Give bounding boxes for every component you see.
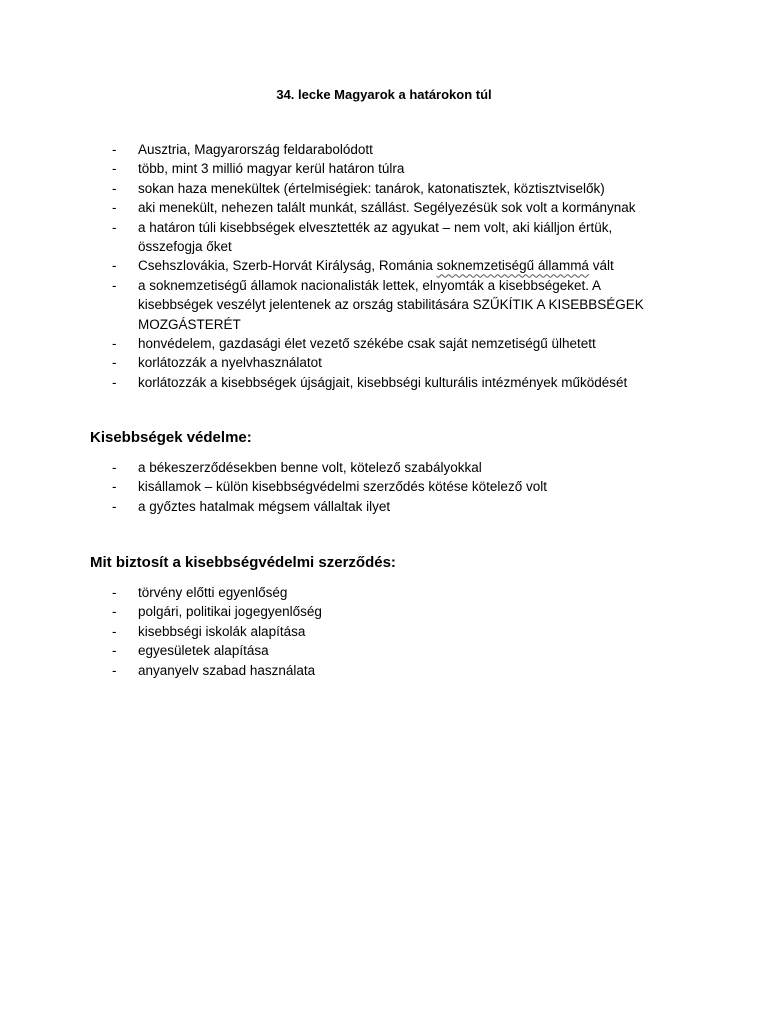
guarantees-bullet-list — [112, 583, 672, 680]
bullet-dash: - — [112, 336, 117, 352]
list-item — [112, 497, 672, 516]
list-item — [112, 458, 672, 477]
bullet-dash: - — [112, 498, 117, 514]
bullet-dash: - — [112, 180, 117, 196]
bullet-dash: - — [112, 219, 117, 235]
bullet-dash: - — [112, 200, 117, 216]
list-item-text: Csehszlovákia, Szerb-Horvát Királyság, Románia — [138, 258, 437, 274]
list-item — [112, 661, 672, 680]
list-item-text: korlátozzák a nyelvhasználatot — [138, 355, 322, 371]
bullet-dash: - — [112, 479, 117, 495]
bullet-dash: - — [112, 604, 117, 620]
bullet-dash: - — [112, 258, 117, 274]
bullet-dash: - — [112, 460, 117, 475]
list-item-text: sokan haza menekültek (értelmiségiek: tanárok, katonatisztek, köztisztviselők) — [138, 180, 605, 196]
list-item — [112, 622, 672, 641]
list-item-text: Ausztria, Magyarország feldarabolódott — [138, 142, 373, 157]
list-item-text-suffix: vált — [588, 258, 614, 274]
list-item-text: egyesületek alapítása — [138, 643, 269, 659]
bullet-dash: - — [112, 623, 117, 639]
list-item — [112, 641, 672, 660]
list-item-text: a győztes hatalmak mégsem vállaltak ilyet — [138, 498, 391, 514]
list-item — [112, 602, 672, 621]
list-item-text: korlátozzák a kisebbségek újságjait, kisebbségi kulturális intézmények működését — [138, 374, 628, 390]
list-item-text: a békeszerződésekben benne volt, kötelező szabályokkal — [138, 460, 482, 475]
list-item-text: honvédelem, gazdasági élet vezető székébe csak saját nemzetiségű ülhetett — [138, 336, 596, 352]
list-item — [112, 159, 672, 178]
list-item — [112, 218, 672, 257]
list-item-text: a határon túli kisebbségek elvesztették az agyukat – nem volt, aki kiálljon értük, összefogja őket — [138, 219, 613, 255]
list-item-text: kisebbségi iskolák alapítása — [138, 623, 306, 639]
list-item — [112, 334, 672, 353]
section-heading-guarantees: Mit biztosít a kisebbségvédelmi szerződés: — [90, 554, 396, 571]
protection-bullet-list — [112, 458, 672, 516]
list-item — [112, 373, 672, 392]
list-item — [112, 477, 672, 496]
intro-bullet-list — [112, 140, 672, 392]
bullet-dash: - — [112, 374, 117, 390]
bullet-dash: - — [112, 585, 117, 600]
bullet-dash: - — [112, 355, 117, 371]
list-item — [112, 583, 672, 602]
section-heading-protection: Kisebbségek védelme: — [90, 429, 252, 446]
bullet-dash: - — [112, 142, 117, 157]
bullet-dash: - — [112, 643, 117, 659]
list-item — [112, 140, 672, 159]
list-item-states — [112, 256, 672, 275]
bullet-dash: - — [112, 277, 117, 293]
underlined-term: soknemzetiségű állammá — [436, 258, 589, 274]
list-item — [112, 179, 672, 198]
bullet-dash: - — [112, 161, 117, 177]
list-item-text: törvény előtti egyenlőség — [138, 585, 288, 600]
list-item-text: több, mint 3 millió magyar kerül határon túlra — [138, 161, 405, 177]
document-title: 34. lecke Magyarok a határokon túl — [276, 87, 492, 102]
bullet-dash: - — [112, 662, 117, 678]
list-item-text: polgári, politikai jogegyenlőség — [138, 604, 322, 620]
list-item — [112, 276, 672, 334]
list-item — [112, 353, 672, 372]
list-item-text: a soknemzetiségű államok nacionalisták lettek, elnyomták a kisebbségeket. A kisebbségek veszélyt jelentenek az ország stabilitására SZŰKÍTIK A KISEBBSÉGEK MOZGÁSTERÉT — [138, 277, 644, 332]
list-item-text: aki menekült, nehezen talált munkát, szállást. Segélyezésük sok volt a kormánynak — [138, 200, 636, 216]
list-item-text: kisállamok – külön kisebbségvédelmi szerződés kötése kötelező volt — [138, 479, 547, 495]
list-item-text: anyanyelv szabad használata — [138, 662, 316, 678]
list-item — [112, 198, 672, 217]
